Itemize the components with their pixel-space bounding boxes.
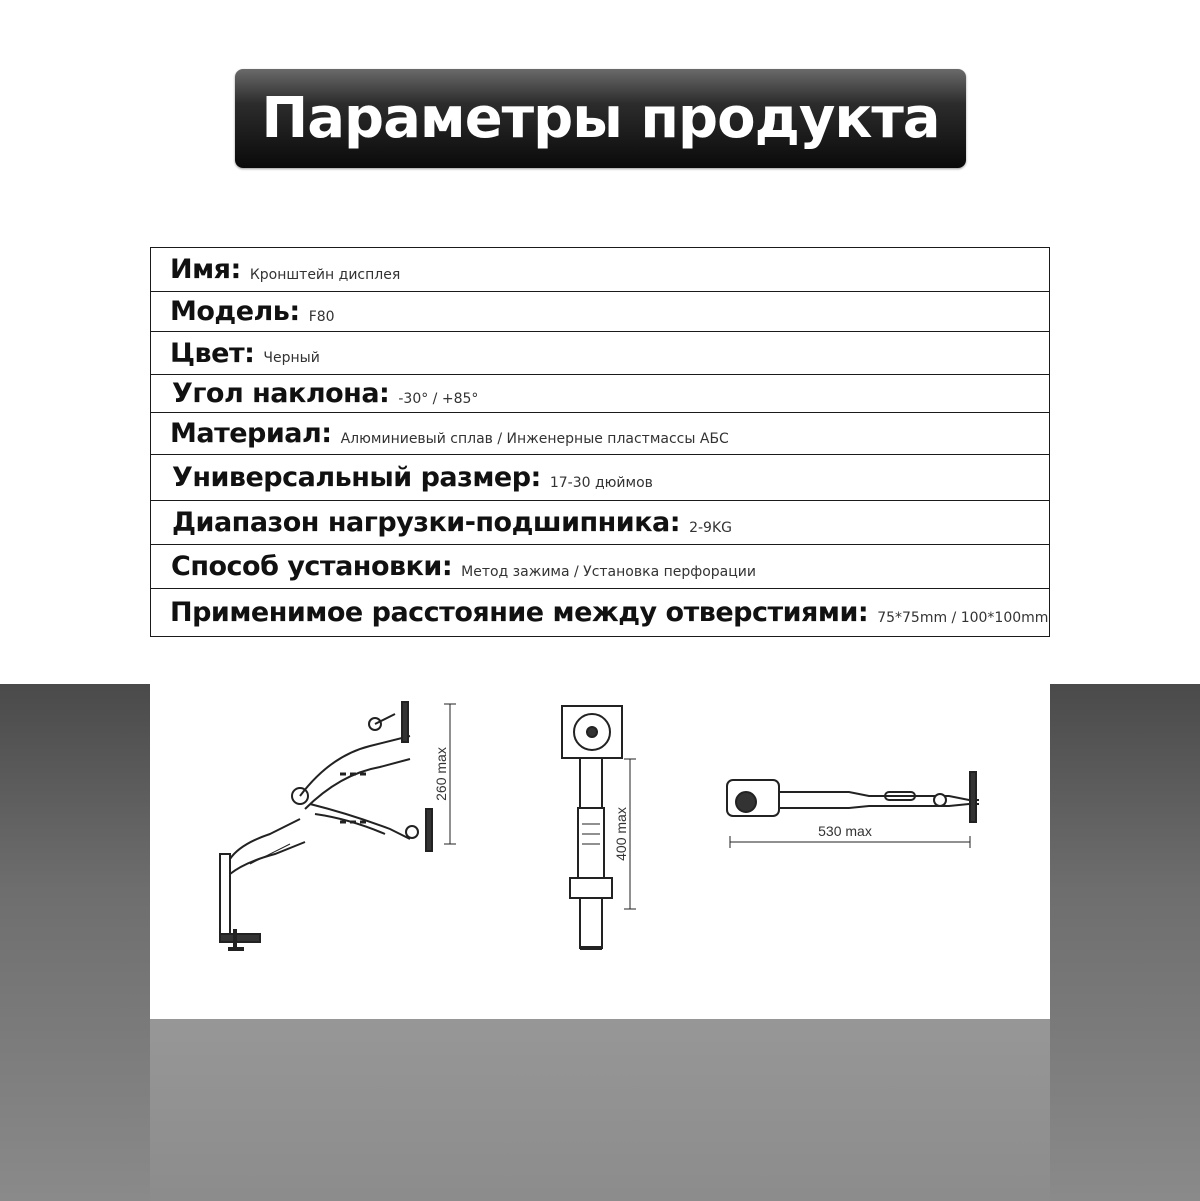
spec-value: 75*75mm / 100*100mm <box>877 609 1049 626</box>
spec-value: Метод зажима / Установка перфорации <box>461 563 756 580</box>
page-title: Параметры продукта <box>261 86 940 151</box>
spec-row-universal-size <box>151 455 1049 501</box>
top-length-label: 530 max <box>818 823 872 839</box>
spec-value: Черный <box>263 350 320 366</box>
spec-row-model <box>151 292 1049 332</box>
spec-label: Материал: <box>170 418 332 449</box>
spec-row-name <box>151 248 1049 292</box>
spec-label: Применимое расстояние между отверстиями: <box>170 597 869 628</box>
spec-label: Способ установки: <box>171 551 453 582</box>
spec-value: -30° / +85° <box>398 390 479 407</box>
side-view-drawing <box>220 702 456 949</box>
diagram-panel <box>150 684 1050 1019</box>
front-height-label: 400 max <box>613 807 629 861</box>
spec-value: Кронштейн дисплея <box>249 266 401 283</box>
spec-row-load-range <box>151 501 1049 545</box>
spec-row-material <box>151 413 1049 455</box>
spec-label: Диапазон нагрузки-подшипника: <box>172 507 681 538</box>
spec-row-vesa <box>151 589 1049 636</box>
spec-label: Имя: <box>170 254 241 285</box>
spec-label: Цвет: <box>170 337 255 369</box>
title-banner <box>235 69 966 168</box>
spec-value: 17-30 дюймов <box>549 474 653 491</box>
spec-value: 2-9KG <box>689 519 732 536</box>
spec-row-installation <box>151 545 1049 589</box>
spec-label: Универсальный размер: <box>172 462 541 493</box>
spec-table <box>150 247 1050 637</box>
side-height-label: 260 max <box>433 747 449 801</box>
spec-value: Алюминиевый сплав / Инженерные пластмассы АБС <box>340 430 729 447</box>
spec-value: F80 <box>308 308 335 325</box>
spec-label: Угол наклона: <box>172 378 390 409</box>
dimension-drawings <box>150 684 1050 1019</box>
diagram-reflection <box>150 1019 1050 1201</box>
spec-label: Модель: <box>170 296 300 327</box>
spec-row-color <box>151 332 1049 375</box>
spec-row-tilt-angle <box>151 375 1049 413</box>
